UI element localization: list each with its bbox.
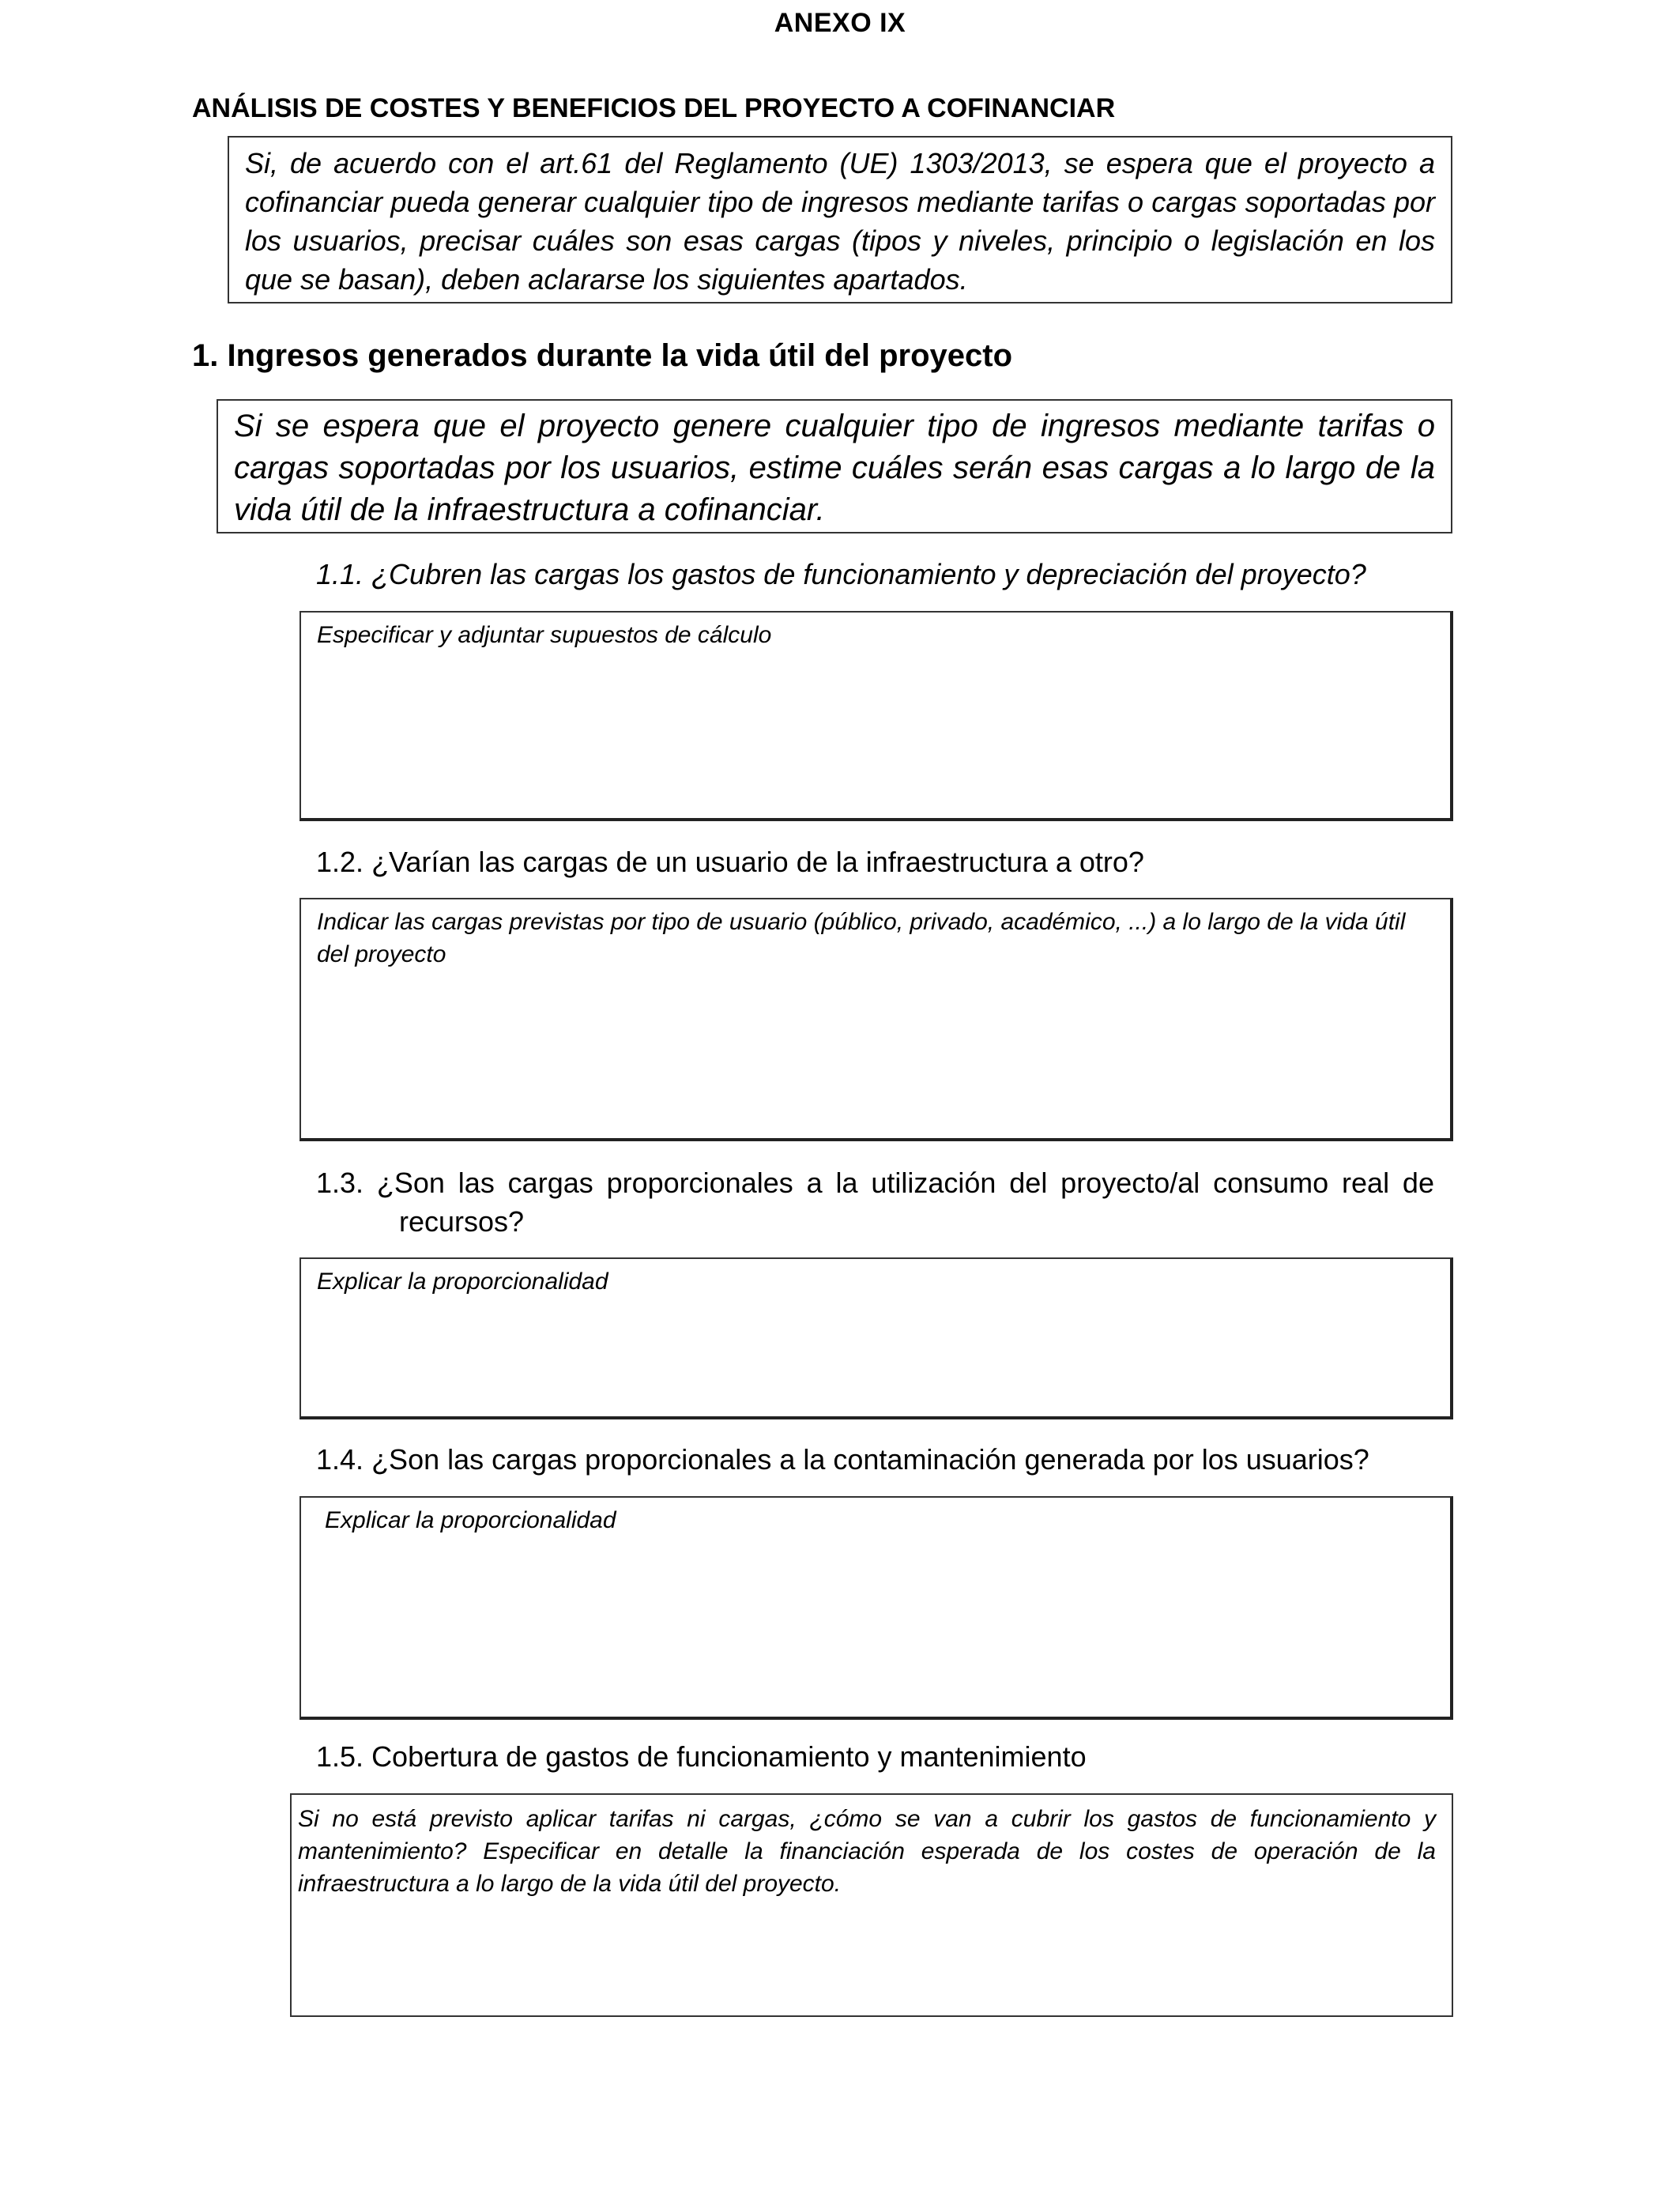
- question-text: ¿Son las cargas proporcionales a la contaminación generada por los usuarios?: [371, 1443, 1369, 1476]
- document-title: ANÁLISIS DE COSTES Y BENEFICIOS DEL PROYECTO A COFINANCIAR: [192, 93, 1116, 123]
- question-number: 1.1.: [316, 558, 364, 590]
- question-1-4: [316, 1440, 1369, 1479]
- question-number: 1.2.: [316, 846, 364, 878]
- answer-hint: Explicar la proporcionalidad: [317, 1269, 608, 1295]
- answer-box-1-4[interactable]: [299, 1496, 1453, 1720]
- annex-title: ANEXO IX: [774, 8, 906, 38]
- question-number: 1.5.: [316, 1740, 364, 1773]
- answer-hint: Especificar y adjuntar supuestos de cálculo: [317, 622, 772, 648]
- question-1-3: [316, 1163, 1434, 1202]
- answer-hint: Indicar las cargas previstas por tipo de usuario (público, privado, académico, ...) a lo largo de la vida útil del proyecto: [317, 909, 1406, 967]
- answer-box-1-2[interactable]: [299, 898, 1453, 1141]
- question-text: ¿Varían las cargas de un usuario de la infraestructura a otro?: [371, 846, 1144, 878]
- section-1-intro-box: Si se espera que el proyecto genere cualquier tipo de ingresos mediante tarifas o cargas soportadas por los usuarios, estime cuáles serán esas cargas a lo largo de la vida útil de la infraestructura a cofinanciar.: [217, 399, 1452, 533]
- question-number: 1.4.: [316, 1443, 364, 1476]
- question-text: ¿Son las cargas proporcionales a la utilización del proyecto/al consumo real de: [376, 1167, 1434, 1199]
- section-1-heading: 1. Ingresos generados durante la vida útil del proyecto: [192, 338, 1013, 373]
- answer-box-1-3[interactable]: [299, 1257, 1453, 1419]
- answer-hint: Explicar la proporcionalidad: [325, 1507, 616, 1533]
- answer-box-1-5[interactable]: [290, 1793, 1453, 2017]
- answer-hint: Si no está previsto aplicar tarifas ni cargas, ¿cómo se van a cubrir los gastos de funcionamiento y mantenimiento? Especificar en detalle la financiación esperada de los costes de operación de la infraestructura a lo largo de la vida útil del proyecto.: [298, 1806, 1436, 1897]
- intro-box: Si, de acuerdo con el art.61 del Reglamento (UE) 1303/2013, se espera que el proyecto a cofinanciar pueda generar cualquier tipo de ingresos mediante tarifas o cargas soportadas por los usuarios, precisar cuáles son esas cargas (tipos y niveles, principio o legislación en los que se basan), deben aclararse los siguientes apartados.: [228, 136, 1452, 303]
- question-text: Cobertura de gastos de funcionamiento y mantenimiento: [371, 1740, 1087, 1773]
- question-number: 1.3.: [316, 1167, 364, 1199]
- answer-box-1-1[interactable]: [299, 611, 1453, 821]
- question-1-5: [316, 1737, 1087, 1776]
- question-text: ¿Cubren las cargas los gastos de funcionamiento y depreciación del proyecto?: [371, 558, 1366, 590]
- question-1-2: [316, 843, 1144, 881]
- question-1-1: [316, 555, 1366, 594]
- question-1-3-continued: recursos?: [399, 1205, 525, 1238]
